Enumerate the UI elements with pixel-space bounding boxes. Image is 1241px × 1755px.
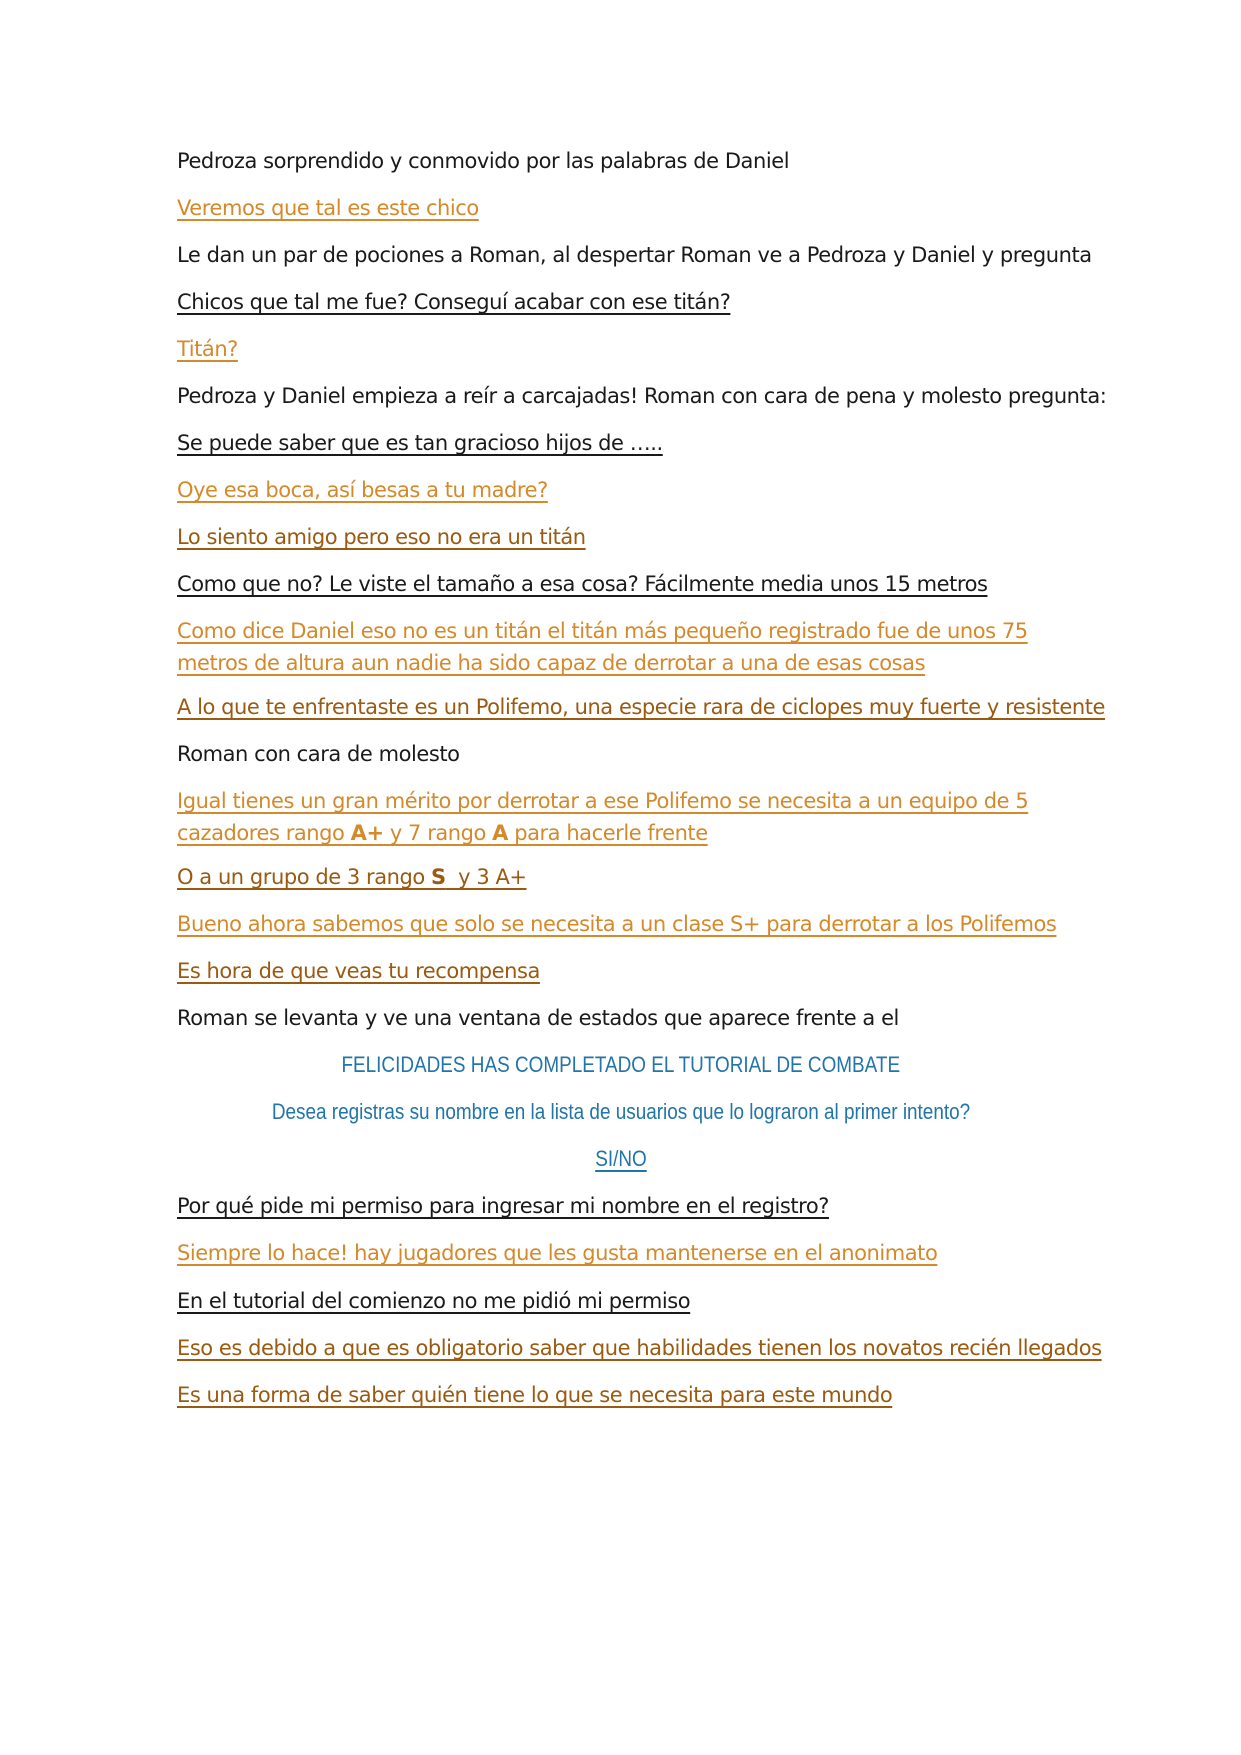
dialogue-line-daniel (177, 785, 1067, 849)
narration-line: Pedroza sorprendido y conmovido por las palabras de Daniel (177, 149, 790, 173)
dialogue-line-daniel: Como dice Daniel eso no es un titán el titán más pequeño registrado fue de unos 75 metros de altura aun nadie ha sido capaz de derrotar a una de esas cosas (177, 619, 1028, 675)
text-segment: O a un grupo de 3 rango (177, 865, 431, 889)
text-segment: y 7 rango (383, 821, 493, 845)
narration-line: Roman con cara de molesto (177, 742, 460, 766)
dialogue-line-roman: En el tutorial del comienzo no me pidió mi permiso (177, 1289, 691, 1313)
narration-line: Pedroza y Daniel empieza a reír a carcajadas! Roman con cara de pena y molesto pregunta: (177, 384, 1107, 408)
dialogue-line-pedroza: Es una forma de saber quién tiene lo que se necesita para este mundo (177, 1383, 893, 1407)
dialogue-line-pedroza (177, 861, 1077, 893)
rank-label: A+ (350, 821, 384, 845)
yes-no-option[interactable]: SI/NO (594, 1146, 647, 1171)
text-segment: Igual tienes un gran mérito por derrotar a ese Polifemo se necesita a un equipo de 5 cazadores rango (177, 789, 1029, 845)
narration-line: Roman se levanta y ve una ventana de estados que aparece frente a el (177, 1006, 899, 1030)
system-window-question (0, 1096, 1241, 1128)
system-window-title (0, 1049, 1241, 1081)
dialogue-line-roman: Por qué pide mi permiso para ingresar mi nombre en el registro? (177, 1194, 829, 1218)
dialogue-line-roman: Como que no? Le viste el tamaño a esa cosa? Fácilmente media unos 15 metros (177, 572, 988, 596)
dialogue-line-pedroza: Eso es debido a que es obligatorio saber que habilidades tienen los novatos recién llegados (177, 1336, 1102, 1360)
rank-label: A (492, 821, 508, 845)
dialogue-line-pedroza: Lo siento amigo pero eso no era un titán (177, 525, 586, 549)
dialogue-line-daniel: Titán? (177, 337, 238, 361)
dialogue-line-pedroza: Es hora de que veas tu recompensa (177, 959, 540, 983)
dialogue-line-daniel: Bueno ahora sabemos que solo se necesita a un clase S+ para derrotar a los Polifemos (177, 912, 1057, 936)
text-segment: y 3 A+ (445, 865, 527, 889)
system-question-text: Desea registras su nombre en la lista de usuarios que lo lograron al primer intento? (271, 1099, 970, 1124)
dialogue-line-daniel: Oye esa boca, así besas a tu madre? (177, 478, 548, 502)
text-segment: para hacerle frente (507, 821, 708, 845)
system-title-text: FELICIDADES HAS COMPLETADO EL TUTORIAL DE COMBATE (341, 1052, 900, 1077)
dialogue-line-roman: Se puede saber que es tan gracioso hijos de ….. (177, 431, 663, 455)
dialogue-line-daniel: Siempre lo hace! hay jugadores que les gusta mantenerse en el anonimato (177, 1241, 938, 1265)
dialogue-line-pedroza: A lo que te enfrentaste es un Polifemo, una especie rara de ciclopes muy fuerte y resistente (177, 695, 1106, 719)
dialogue-line-daniel: Veremos que tal es este chico (177, 196, 479, 220)
narration-line: Le dan un par de pociones a Roman, al despertar Roman ve a Pedroza y Daniel y pregunta (177, 243, 1092, 267)
rank-label: S (431, 865, 446, 889)
dialogue-line-roman: Chicos que tal me fue? Conseguí acabar con ese titán? (177, 290, 731, 314)
system-window-options (0, 1143, 1241, 1175)
